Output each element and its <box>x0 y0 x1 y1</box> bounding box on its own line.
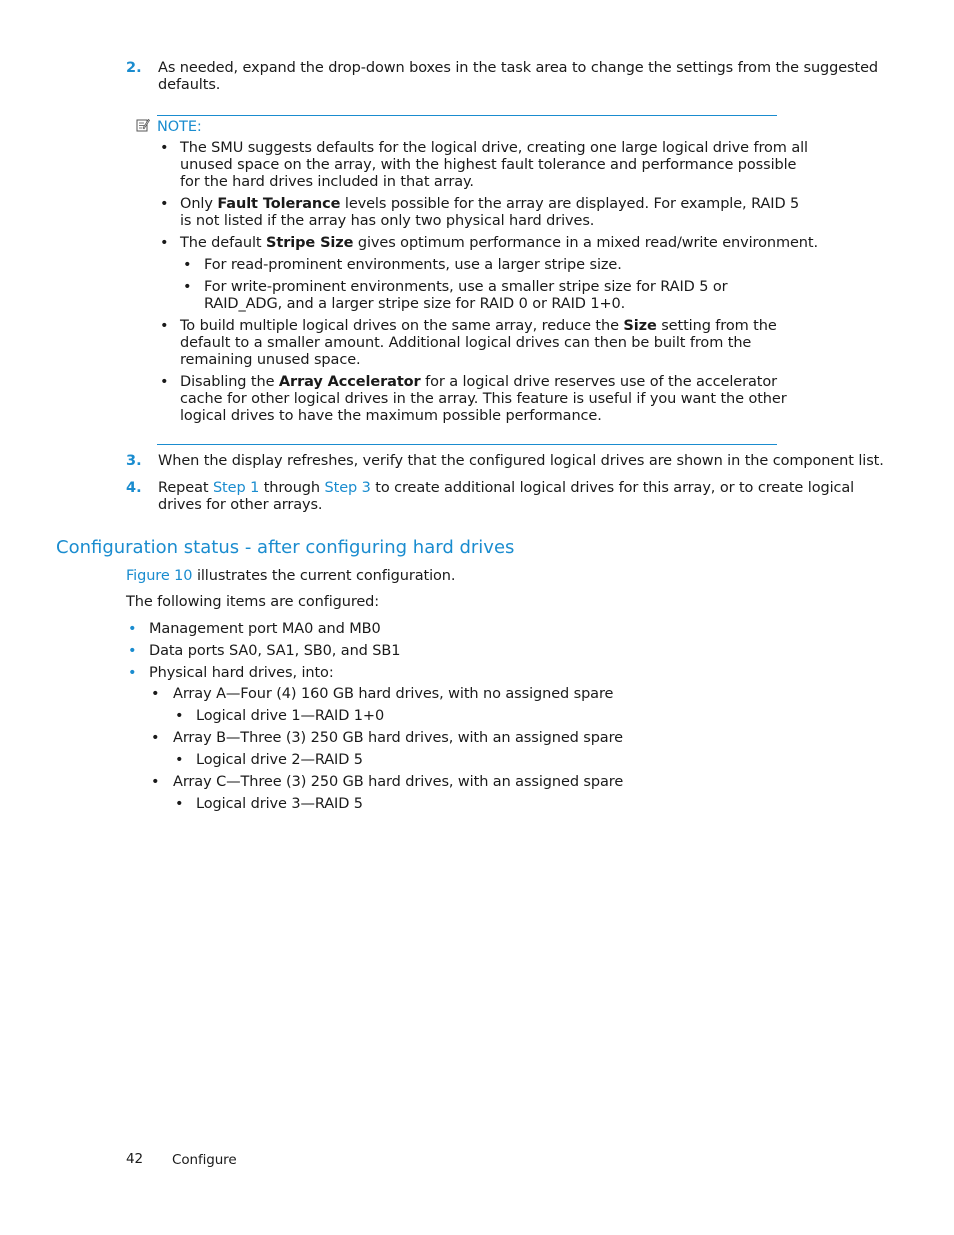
step-text: Repeat Step 1 through Step 3 to create additional logical drives for this array, or to create logical <box>158 480 855 496</box>
list-item: Array B—Three (3) 250 GB hard drives, with an assigned spare <box>173 730 623 746</box>
bullet: • <box>160 318 169 334</box>
list-item: Data ports SA0, SA1, SB0, and SB1 <box>149 643 401 659</box>
note-text: For write-prominent environments, use a smaller stripe size for RAID 5 or <box>204 279 728 295</box>
page-number: 42 <box>126 1151 143 1167</box>
step-number: 3. <box>126 453 142 469</box>
section-heading: Configuration status - after configuring hard drives <box>56 537 515 558</box>
step-1-link[interactable]: Step 1 <box>212 480 260 496</box>
note-text: Disabling the Array Accelerator for a logical drive reserves use of the accelerator <box>180 374 777 390</box>
bullet: • <box>128 665 137 681</box>
note-text: logical drives to have the maximum possible performance. <box>180 408 602 424</box>
bullet: • <box>160 374 169 390</box>
note-text: For read-prominent environments, use a larger stripe size. <box>204 257 622 273</box>
list-item: Logical drive 3—RAID 5 <box>196 796 363 812</box>
note-bottom-rule <box>157 444 777 445</box>
list-item: Logical drive 1—RAID 1+0 <box>196 708 385 724</box>
note-text: To build multiple logical drives on the same array, reduce the Size setting from the <box>180 318 777 334</box>
note-text: cache for other logical drives in the array. This feature is useful if you want the other <box>180 391 787 407</box>
bullet: • <box>160 196 169 212</box>
note-text: remaining unused space. <box>180 352 361 368</box>
list-item: Logical drive 2—RAID 5 <box>196 752 363 768</box>
list-item: Management port MA0 and MB0 <box>149 621 381 637</box>
note-text: Only Fault Tolerance levels possible for the array are displayed. For example, RAID 5 <box>180 196 800 212</box>
list-item: Array C—Three (3) 250 GB hard drives, with an assigned spare <box>173 774 624 790</box>
note-top-rule <box>157 115 777 116</box>
footer-section: Configure <box>172 1152 237 1168</box>
bullet: • <box>151 774 160 790</box>
note-text: The SMU suggests defaults for the logical drive, creating one large logical drive from all <box>180 140 808 156</box>
note-pencil-icon <box>136 118 150 132</box>
list-item: Array A—Four (4) 160 GB hard drives, with no assigned spare <box>173 686 614 702</box>
note-label: NOTE: <box>157 119 202 135</box>
note-text: unused space on the array, with the highest fault tolerance and performance possible <box>180 157 797 173</box>
bullet: • <box>183 279 192 295</box>
list-item: Physical hard drives, into: <box>149 665 334 681</box>
bullet: • <box>175 708 184 724</box>
step-number: 4. <box>126 480 142 496</box>
note-text: default to a smaller amount. Additional logical drives can then be built from the <box>180 335 752 351</box>
bullet: • <box>160 140 169 156</box>
bullet: • <box>175 752 184 768</box>
bullet: • <box>128 643 137 659</box>
step-text: As needed, expand the drop-down boxes in the task area to change the settings from the suggested <box>158 60 879 76</box>
step-number: 2. <box>126 60 142 76</box>
note-text: is not listed if the array has only two physical hard drives. <box>180 213 595 229</box>
section-intro: The following items are configured: <box>126 594 380 610</box>
note-text: for the hard drives included in that array. <box>180 174 474 190</box>
note-text: The default Stripe Size gives optimum performance in a mixed read/write environment. <box>180 235 818 251</box>
step-text: When the display refreshes, verify that the configured logical drives are shown in the component list. <box>158 453 884 469</box>
bullet: • <box>160 235 169 251</box>
figure-reference: Figure 10 illustrates the current configuration. <box>126 568 456 584</box>
bullet: • <box>151 686 160 702</box>
step-text: drives for other arrays. <box>158 497 323 513</box>
step-text: defaults. <box>158 77 221 93</box>
note-text: RAID_ADG, and a larger stripe size for RAID 0 or RAID 1+0. <box>204 296 626 312</box>
step-3-link[interactable]: Step 3 <box>324 480 371 496</box>
bullet: • <box>175 796 184 812</box>
bullet: • <box>183 257 192 273</box>
bullet: • <box>151 730 160 746</box>
figure-10-link[interactable]: Figure 10 <box>126 568 193 584</box>
bullet: • <box>128 621 137 637</box>
